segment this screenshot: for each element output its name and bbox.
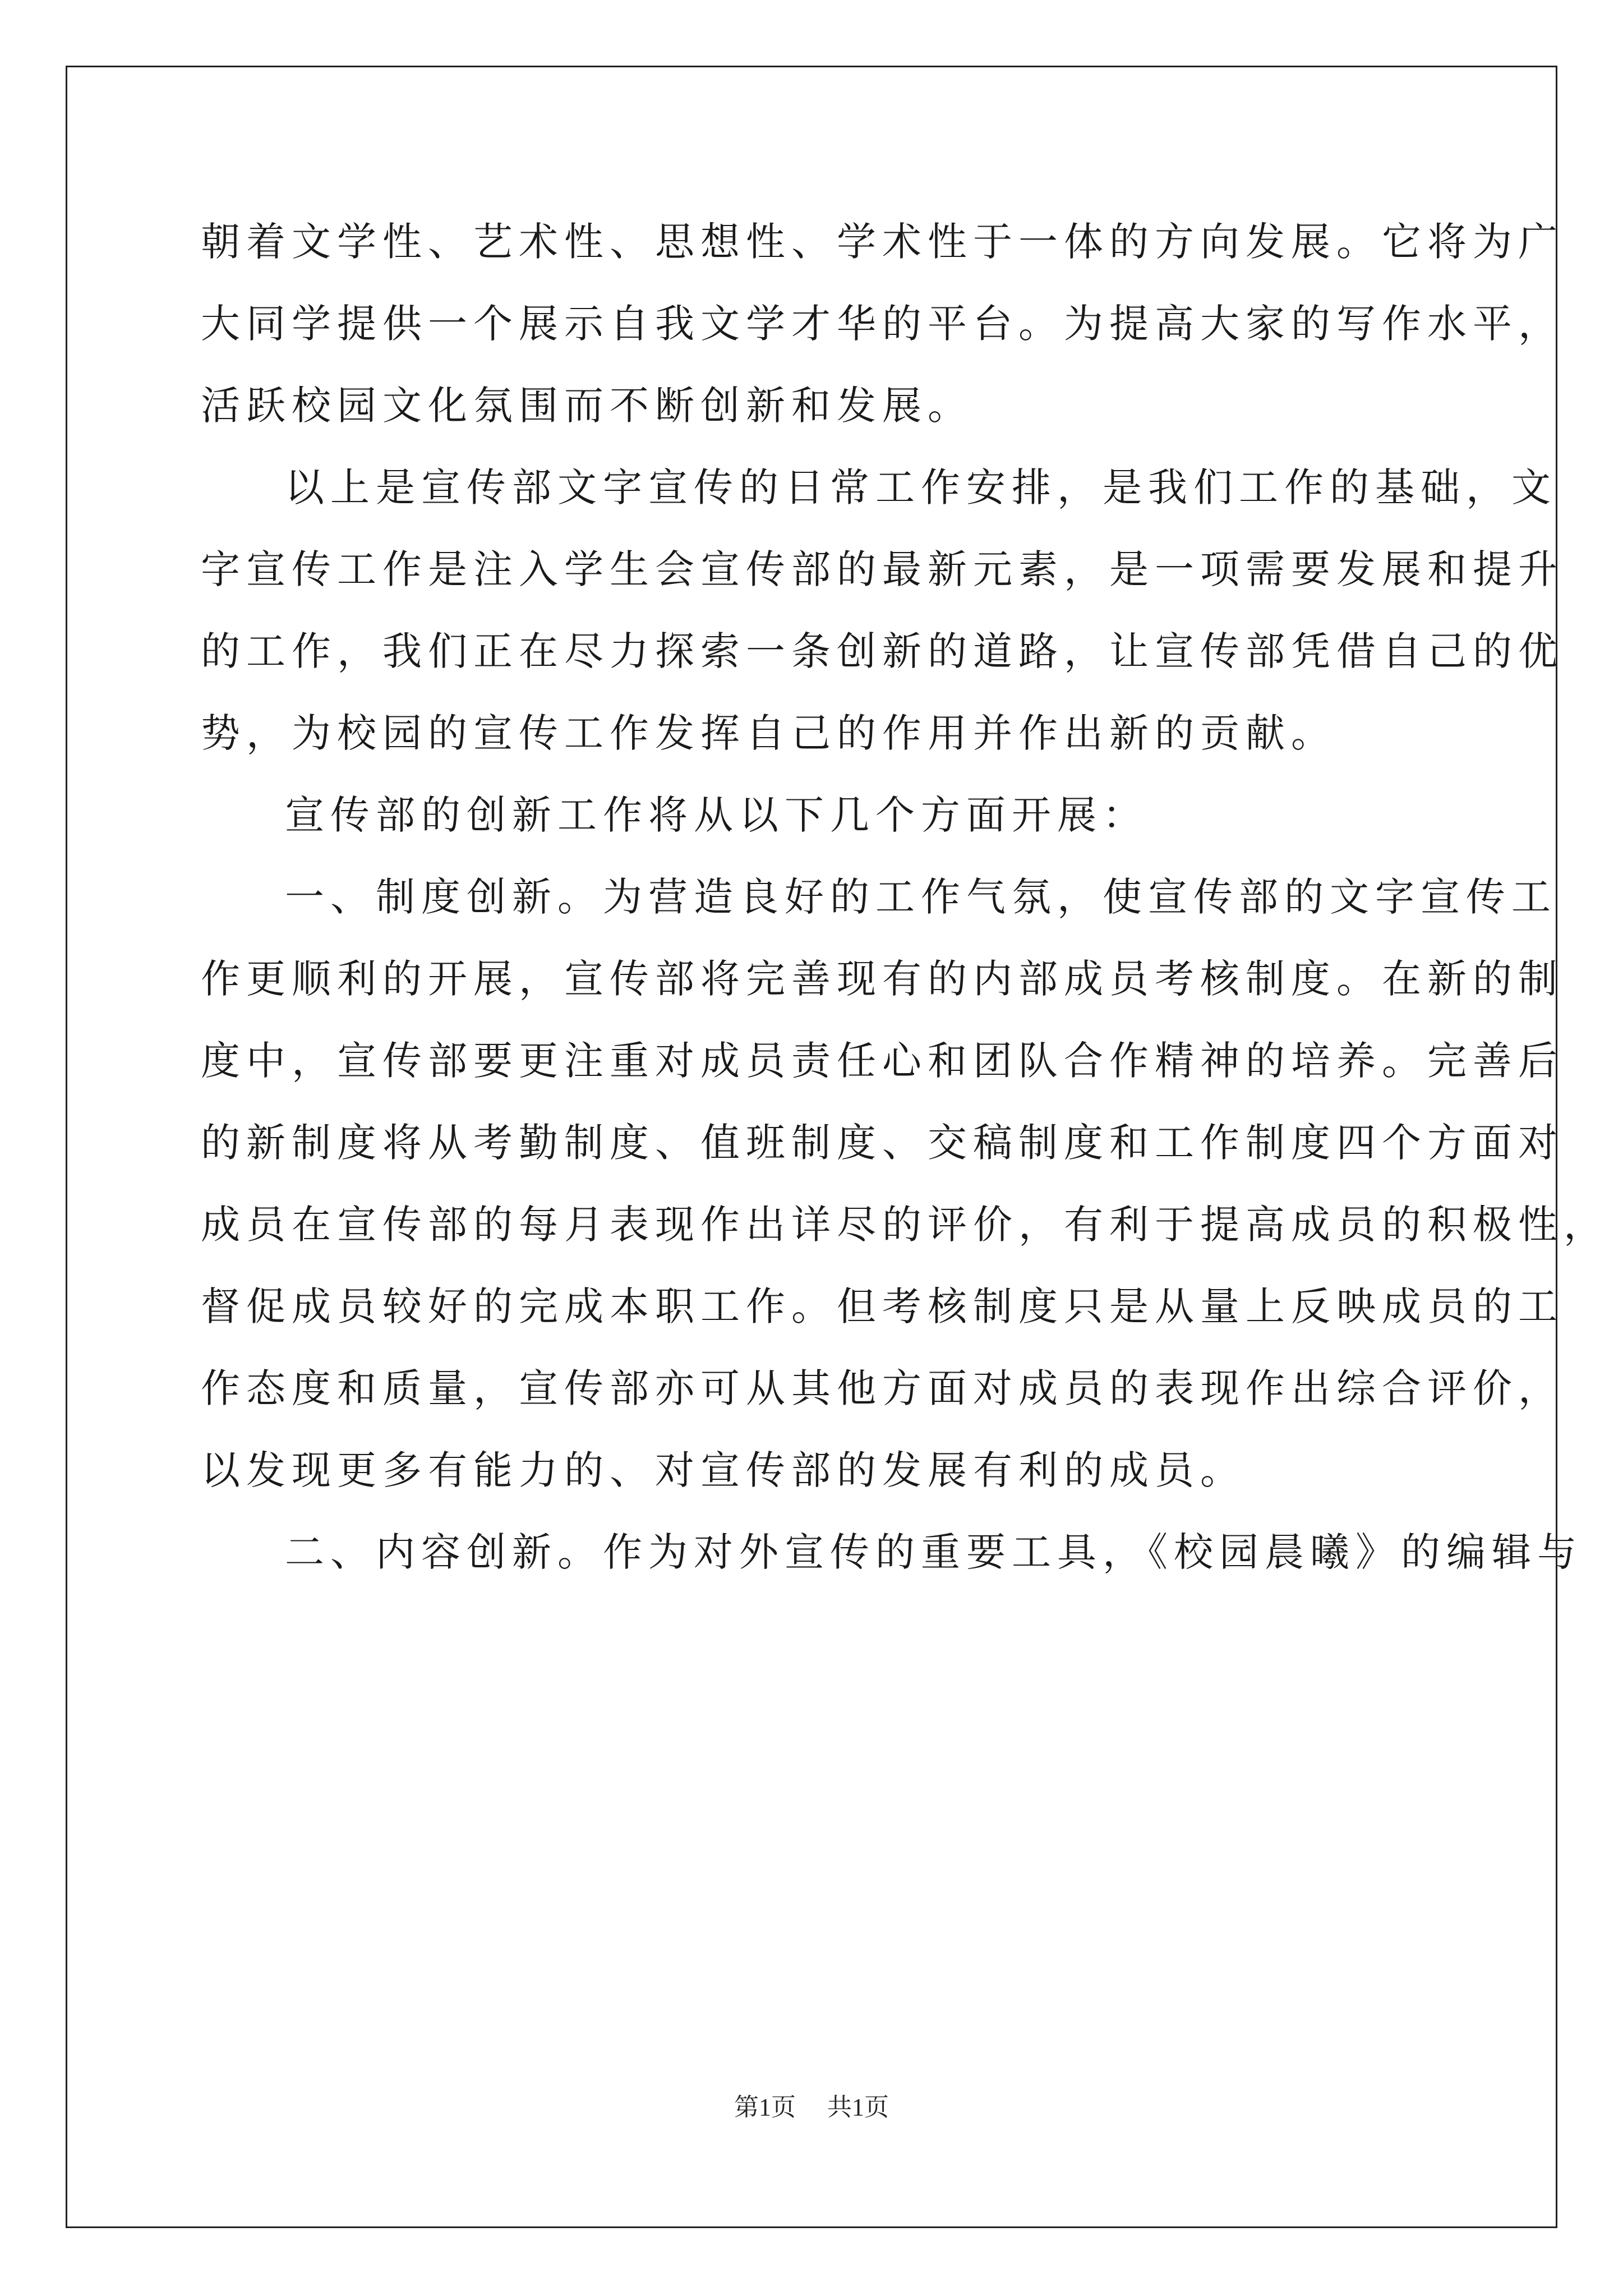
- text-line-9: 一、制度创新。为营造良好的工作气氛，使宣传部的文字宣传工: [285, 874, 1557, 920]
- total-pages: 共1页: [827, 2093, 889, 2121]
- text-line-4: 以上是宣传部文字宣传的日常工作安排，是我们工作的基础，文: [285, 464, 1557, 510]
- text-line-1: 朝着文学性、艺术性、思想性、学术性于一体的方向发展。它将为广: [201, 219, 1564, 265]
- text-line-13: 成员在宣传部的每月表现作出详尽的评价，有利于提高成员的积极性，: [201, 1202, 1609, 1248]
- text-line-15: 作态度和质量，宣传部亦可从其他方面对成员的表现作出综合评价，: [201, 1365, 1564, 1411]
- text-line-14: 督促成员较好的完成本职工作。但考核制度只是从量上反映成员的工: [201, 1283, 1564, 1329]
- text-line-8: 宣传部的创新工作将从以下几个方面开展：: [285, 792, 1148, 838]
- text-line-11: 度中，宣传部要更注重对成员责任心和团队合作精神的培养。完善后: [201, 1038, 1564, 1084]
- text-line-5: 字宣传工作是注入学生会宣传部的最新元素，是一项需要发展和提升: [201, 546, 1564, 592]
- page-number: 第1页: [734, 2093, 796, 2121]
- text-line-10: 作更顺利的开展，宣传部将完善现有的内部成员考核制度。在新的制: [201, 956, 1564, 1002]
- page-footer: [0, 2087, 1623, 2123]
- text-line-16: 以发现更多有能力的、对宣传部的发展有利的成员。: [201, 1447, 1246, 1493]
- document-body: [201, 201, 1609, 1593]
- text-line-12: 的新制度将从考勤制度、值班制度、交稿制度和工作制度四个方面对: [201, 1120, 1564, 1166]
- text-line-7: 势，为校园的宣传工作发挥自己的作用并作出新的贡献。: [201, 710, 1336, 756]
- text-line-2: 大同学提供一个展示自我文学才华的平台。为提高大家的写作水平，: [201, 301, 1564, 347]
- text-line-17: 二、内容创新。作为对外宣传的重要工具，《校园晨曦》的编辑与: [285, 1529, 1583, 1575]
- text-line-6: 的工作，我们正在尽力探索一条创新的道路，让宣传部凭借自己的优: [201, 628, 1564, 674]
- text-line-3: 活跃校园文化氛围而不断创新和发展。: [201, 383, 973, 429]
